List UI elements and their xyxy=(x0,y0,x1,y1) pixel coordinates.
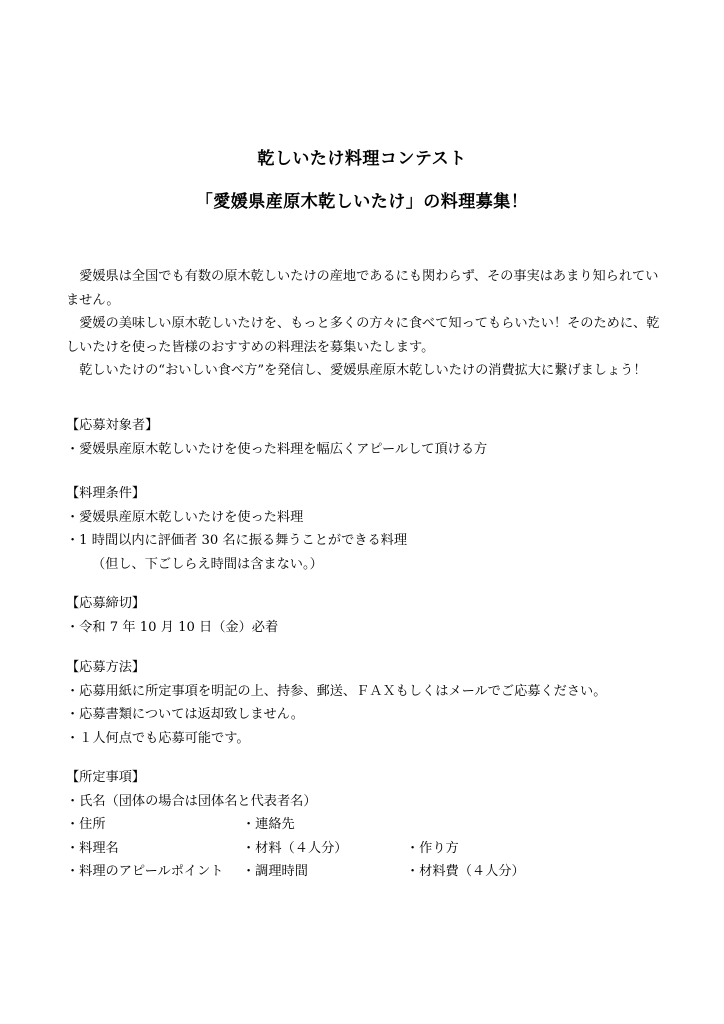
list-note: （但し、下ごしらえ時間は含まない。） xyxy=(92,556,323,572)
list-item: ・連絡先 xyxy=(242,817,295,832)
list-item: ・料理のアピールポイント xyxy=(66,864,224,879)
intro-paragraph: 愛媛の美味しい原木乾しいたけを、もっと多くの方々に食べて知ってもらいたい！そのために、乾しいたけを使った皆様のおすすめの料理法を募集いたします。 xyxy=(66,316,660,355)
list-item: ・材料（４人分） xyxy=(242,840,348,856)
list-item: ・調理時間 xyxy=(242,864,308,879)
list-item: ・住所 xyxy=(66,817,106,832)
list-item: ・氏名（団体の場合は団体名と代表者名） xyxy=(66,793,317,809)
section-heading: 【料理条件】 xyxy=(66,486,146,501)
intro-paragraph: 乾しいたけの“おいしい食べ方”を発信し、愛媛県産原木乾しいたけの消費拡大に繋げましょう！ xyxy=(79,363,647,378)
required-items-row xyxy=(66,813,676,837)
required-items-row xyxy=(66,860,676,884)
intro-paragraph: 愛媛県は全国でも有数の原木乾しいたけの産地であるにも関わらず、その事実はあまり知られていません。 xyxy=(66,269,659,308)
list-item: ・愛媛県産原木乾しいたけを使った料理 xyxy=(66,509,304,525)
list-item: ・1 時間以内に評価者 30 名に振る舞うことができる料理 xyxy=(66,533,408,548)
required-items-row xyxy=(66,837,676,861)
list-item: ・愛媛県産原木乾しいたけを使った料理を幅広くアピールして頂ける方 xyxy=(66,441,488,457)
section-heading: 【所定事項】 xyxy=(66,770,146,785)
list-item: ・応募書類については返却致しません。 xyxy=(66,707,304,722)
document-title: 乾しいたけ料理コンテスト xyxy=(257,149,467,169)
list-item: ・材料費（４人分） xyxy=(406,864,525,879)
method-section xyxy=(66,656,676,750)
list-item: ・１人何点でも応募可能です。 xyxy=(66,730,250,746)
list-item: ・応募用紙に所定事項を明記の上、持参、郵送、ＦＡＸもしくはメールでご応募ください。 xyxy=(66,683,607,699)
section-heading: 【応募方法】 xyxy=(66,660,146,675)
list-item: ・作り方 xyxy=(406,840,459,856)
list-item: ・料理名 xyxy=(66,840,119,856)
eligibility-section xyxy=(66,414,676,461)
required-items-section xyxy=(66,766,676,884)
intro-section xyxy=(66,265,666,383)
conditions-section xyxy=(66,482,676,576)
list-item: ・令和 7 年 10 月 10 日（金）必着 xyxy=(66,619,279,635)
section-heading: 【応募締切】 xyxy=(66,596,146,611)
deadline-section xyxy=(66,592,676,639)
section-heading: 【応募対象者】 xyxy=(66,418,159,433)
document-subtitle: 「愛媛県産原木乾しいたけ」の料理募集！ xyxy=(195,192,529,212)
